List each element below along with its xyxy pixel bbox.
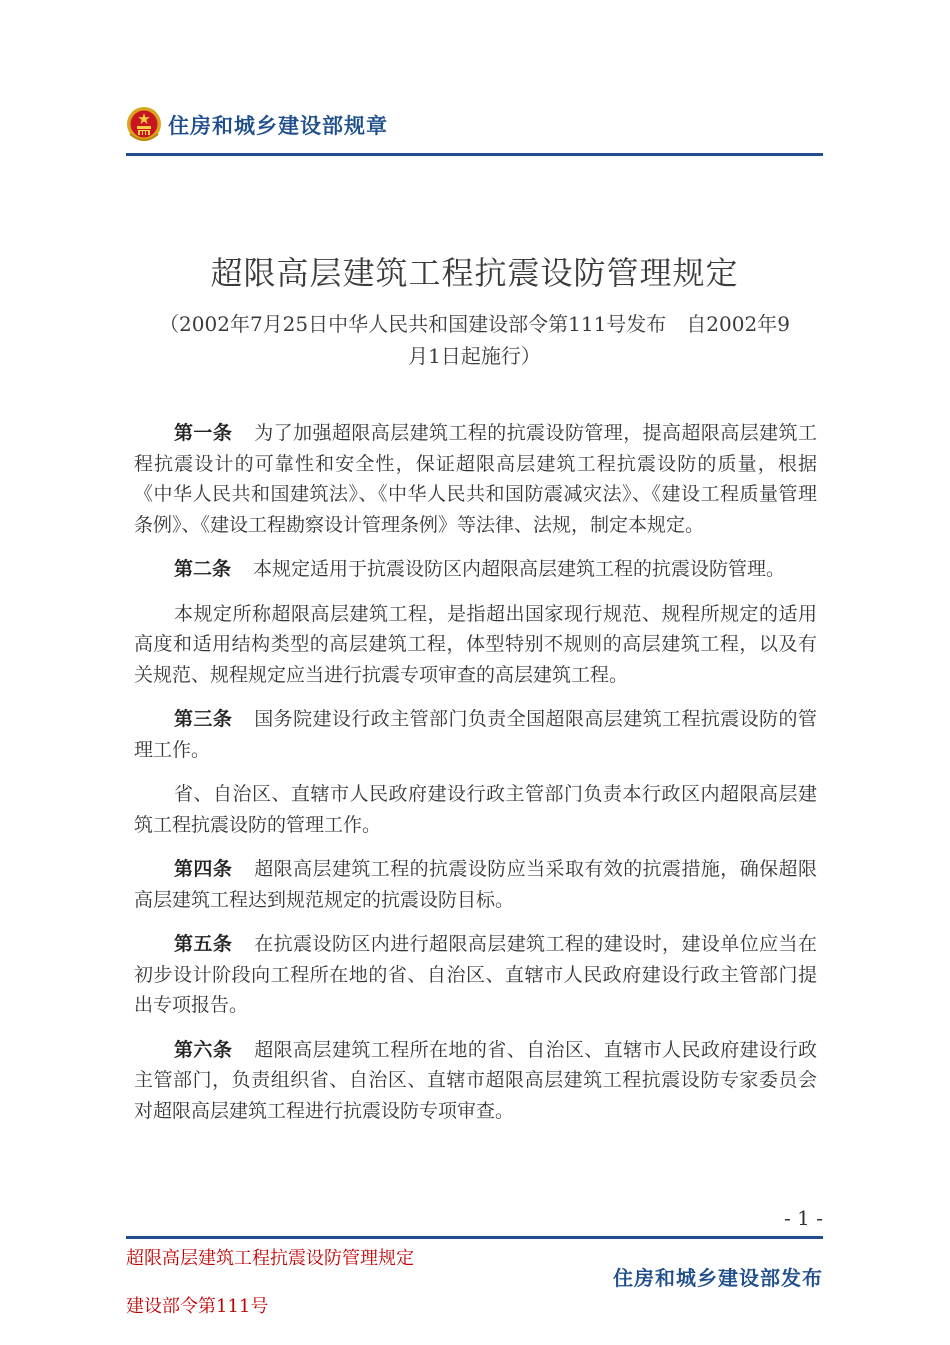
article-label: 第二条	[174, 558, 232, 580]
article-text: 超限高层建筑工程所在地的省、自治区、直辖市人民政府建设行政主管部门，负责组织省、自治区、直辖市超限高层建筑工程抗震设防专家委员会对超限高层建筑工程进行抗震设防专项审查。	[134, 1038, 817, 1122]
article-label: 第四条	[174, 858, 233, 880]
article-text: 国务院建设行政主管部门负责全国超限高层建筑工程抗震设防的管理工作。	[134, 708, 817, 761]
article-label: 第六条	[174, 1038, 233, 1061]
footer-divider	[126, 1236, 823, 1239]
article-paragraph	[134, 854, 817, 915]
article-paragraph	[134, 1035, 817, 1127]
article-paragraph	[134, 704, 817, 765]
article-text: 本规定所称超限高层建筑工程，是指超出国家现行规范、规程所规定的适用高度和适用结构类型的高层建筑工程，体型特别不规则的高层建筑工程，以及有关规范、规程规定应当进行抗震专项审查的高层建筑工程。	[134, 602, 817, 686]
footer-order-number: 建设部令第111号	[126, 1296, 269, 1317]
header-divider	[126, 153, 823, 156]
article-paragraph	[134, 779, 817, 840]
article-label: 第三条	[174, 708, 233, 730]
article-text: 本规定适用于抗震设防区内超限高层建筑工程的抗震设防管理。	[253, 558, 786, 580]
article-text: 在抗震设防区内进行超限高层建筑工程的建设时，建设单位应当在初步设计阶段向工程所在地的省、自治区、直辖市人民政府建设行政主管部门提出专项报告。	[134, 933, 817, 1016]
page-number: - 1 -	[784, 1206, 823, 1230]
footer-publisher: 住房和城乡建设部发布	[613, 1266, 823, 1290]
article-paragraph	[134, 554, 817, 585]
article-text: 超限高层建筑工程的抗震设防应当采取有效的抗震措施，确保超限高层建筑工程达到规范规定的抗震设防目标。	[134, 858, 817, 911]
subtitle-line-1: （2002年7月25日中华人民共和国建设部令第111号发布 自2002年9	[159, 312, 790, 336]
page-header	[126, 104, 823, 144]
article-text: 为了加强超限高层建筑工程的抗震设防管理，提高超限高层建筑工程抗震设计的可靠性和安全性，保证超限高层建筑工程抗震设防的质量，根据《中华人民共和国建筑法》、《中华人民共和国防震减灾法》、《建设工程质量管理条例》、《建设工程勘察设计管理条例》等法律、法规，制定本规定。	[134, 422, 817, 536]
document-title: 超限高层建筑工程抗震设防管理规定	[210, 254, 739, 292]
article-paragraph	[134, 418, 817, 540]
footer-document-name: 超限高层建筑工程抗震设防管理规定	[126, 1248, 414, 1269]
header-title: 住房和城乡建设部规章	[168, 114, 388, 138]
article-label: 第一条	[174, 422, 233, 444]
article-text: 省、自治区、直辖市人民政府建设行政主管部门负责本行政区内超限高层建筑工程抗震设防的管理工作。	[134, 783, 817, 836]
document-subtitle	[132, 308, 817, 372]
article-paragraph	[134, 929, 817, 1021]
article-label: 第五条	[174, 933, 233, 955]
subtitle-line-2: 月1日起施行）	[408, 344, 541, 368]
article-paragraph	[134, 599, 817, 691]
national-emblem-icon	[126, 104, 162, 144]
document-body	[134, 418, 817, 1140]
